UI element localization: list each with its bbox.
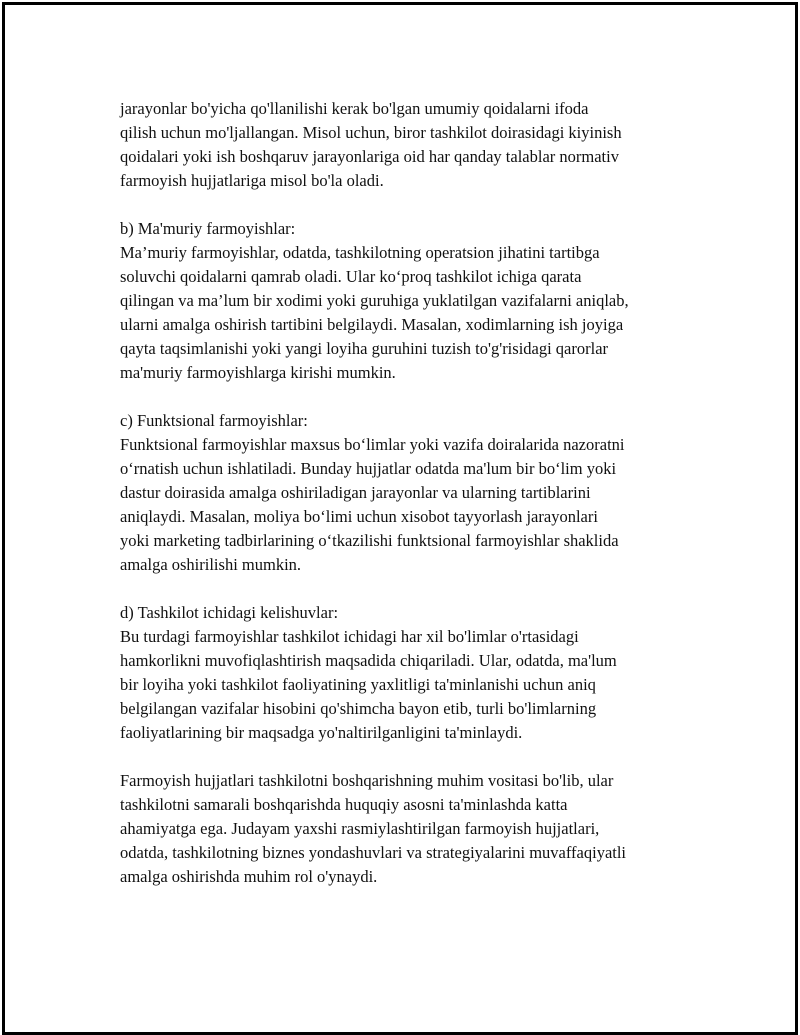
text-line: qilingan va ma’lum bir xodimi yoki guruhiga yuklatilgan vazifalarni aniqlab,: [120, 291, 629, 310]
section-heading-c: c) Funktsional farmoyishlar:: [120, 411, 308, 430]
paragraph-gap: [120, 745, 710, 769]
text-line: faoliyatlarining bir maqsadga yo'naltirilganligini ta'minlaydi.: [120, 723, 523, 742]
text-line: tashkilotni samarali boshqarishda huquqiy asosni ta'minlashda katta: [120, 795, 568, 814]
text-line: jarayonlar bo'yicha qo'llanilishi kerak bo'lgan umumiy qoidalarni ifoda: [120, 99, 589, 118]
text-line: odatda, tashkilotning biznes yondashuvlari va strategiyalarini muvaffaqiyatli: [120, 843, 627, 862]
text-line: qoidalari yoki ish boshqaruv jarayonlariga oid har qanday talablar normativ: [120, 147, 619, 166]
text-line: soluvchi qoidalarni qamrab oladi. Ular ko‘proq tashkilot ichiga qarata: [120, 267, 582, 286]
text-line: bir loyiha yoki tashkilot faoliyatining yaxlitligi ta'minlanishi uchun aniq: [120, 675, 596, 694]
section-heading-d: d) Tashkilot ichidagi kelishuvlar:: [120, 603, 339, 622]
paragraph-gap: [120, 385, 710, 409]
text-line: Funktsional farmoyishlar maxsus bo‘limlar yoki vazifa doiralarida nazoratni: [120, 435, 625, 454]
text-line: qayta taqsimlanishi yoki yangi loyiha guruhini tuzish to'g'risidagi qarorlar: [120, 339, 609, 358]
text-line: amalga oshirishda muhim rol o'ynaydi.: [120, 867, 378, 886]
paragraph-normative-continuation: [120, 97, 710, 193]
text-line: belgilangan vazifalar hisobini qo'shimcha bayon etib, turli bo'limlarning: [120, 699, 597, 718]
text-line: aniqlaydi. Masalan, moliya bo‘limi uchun xisobot tayyorlash jarayonlari: [120, 507, 598, 526]
paragraph-conclusion: [120, 769, 710, 889]
text-line: Bu turdagi farmoyishlar tashkilot ichidagi har xil bo'limlar o'rtasidagi: [120, 627, 579, 646]
paragraph-functional-orders: [120, 409, 710, 577]
text-line: ularni amalga oshirish tartibini belgilaydi. Masalan, xodimlarning ish joyiga: [120, 315, 624, 334]
paragraph-internal-agreements: [120, 601, 710, 745]
paragraph-gap: [120, 577, 710, 601]
text-line: ahamiyatga ega. Judayam yaxshi rasmiylashtirilgan farmoyish hujjatlari,: [120, 819, 600, 838]
section-heading-b: b) Ma'muriy farmoyishlar:: [120, 219, 296, 238]
paragraph-administrative-orders: [120, 217, 710, 385]
text-line: amalga oshirilishi mumkin.: [120, 555, 302, 574]
text-line: dastur doirasida amalga oshiriladigan jarayonlar va ularning tartiblarini: [120, 483, 591, 502]
text-line: ma'muriy farmoyishlarga kirishi mumkin.: [120, 363, 396, 382]
text-line: farmoyish hujjatlariga misol bo'la oladi.: [120, 171, 384, 190]
text-line: o‘rnatish uchun ishlatiladi. Bunday hujjatlar odatda ma'lum bir bo‘lim yoki: [120, 459, 617, 478]
paragraph-gap: [120, 193, 710, 217]
text-line: yoki marketing tadbirlarining o‘tkazilishi funktsional farmoyishlar shaklida: [120, 531, 619, 550]
text-line: hamkorlikni muvofiqlashtirish maqsadida chiqariladi. Ular, odatda, ma'lum: [120, 651, 617, 670]
text-line: Farmoyish hujjatlari tashkilotni boshqarishning muhim vositasi bo'lib, ular: [120, 771, 614, 790]
document-body: [120, 97, 710, 889]
page-frame: [2, 2, 798, 1035]
text-line: Ma’muriy farmoyishlar, odatda, tashkilotning operatsion jihatini tartibga: [120, 243, 600, 262]
text-line: qilish uchun mo'ljallangan. Misol uchun, biror tashkilot doirasidagi kiyinish: [120, 123, 622, 142]
